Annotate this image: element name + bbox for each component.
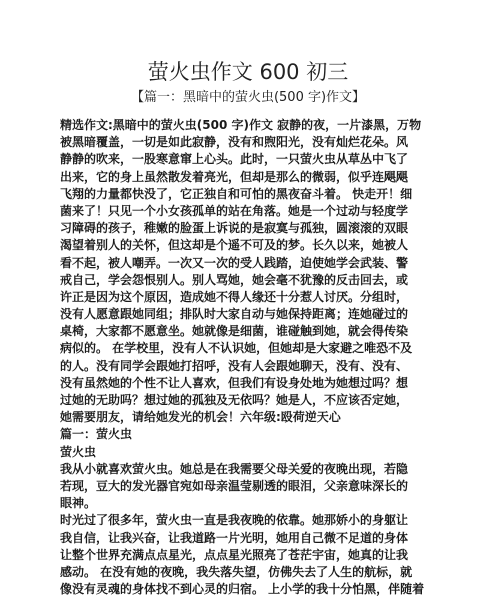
document-subtitle: 【篇一：黑暗中的萤火虫(500 字)作文】 xyxy=(130,90,366,105)
body-line: 习障碍的孩子，稚嫩的脸蛋上诉说的是寂寞与孤独，圆滚滚的双眼 xyxy=(60,221,409,236)
body-line: 她需要朋友，请给她发光的机会！六年级:殴荷逆天心 xyxy=(60,410,341,425)
body-line: 让整个世界充满点点星光，点点星光照亮了苍茫宇宙，她真的让我 xyxy=(60,547,409,562)
body-line: 没有虽然她的个性不让人喜欢，但我们有设身处地为她想过吗？想 xyxy=(60,375,409,390)
body-line: 我自信，让我兴奋，让我道路一片光明，她用自己微不足道的身体 xyxy=(60,530,409,545)
body-line: 渴望着别人的关怀，但这却是个遥不可及的梦。长久以来，她被人 xyxy=(60,238,409,253)
body-line: 桌椅，大家都不愿意坐。她就像是细菌，谁碰触到她，就会得传染 xyxy=(60,324,409,339)
body-line: 萤火虫 xyxy=(60,444,97,459)
body-line: 的人。没有同学会跟她打招呼，没有人会跟她聊天，没有、没有、 xyxy=(60,358,409,373)
document-body xyxy=(60,117,438,598)
body-line: 时光过了很多年，萤火虫一直是我夜晚的依靠。她那娇小的身躯让 xyxy=(60,513,409,528)
body-line: 眼神。 xyxy=(60,496,97,511)
body-line: 若现，豆大的发光器官宛如母亲温莹剔透的眼泪，父亲意味深长的 xyxy=(60,478,409,493)
body-line: 菌来了！只见一个小女孩孤单的站在角落。她是一个过动与轻度学 xyxy=(60,203,409,218)
body-line: 看不起，被人嘲弄。一次又一次的受人践踏，迫使她学会武装、警 xyxy=(60,255,409,270)
body-line: 过她的无助吗？想过她的孤独及无依吗？她是人，不应该否定她， xyxy=(60,393,409,407)
body-line: 感动。 在没有她的夜晚，我失落失望，仿佛失去了人生的航标，就 xyxy=(60,564,413,579)
body-line: 精选作文:黑暗中的萤火虫(500 字)作文 寂静的夜，一片漆黑，万物 xyxy=(60,118,422,132)
body-line: 病似的。 在学校里，没有人不认识她，但她却是大家避之唯恐不及 xyxy=(60,341,413,356)
body-line: 我从小就喜欢萤火虫。她总是在我需要父母关爱的夜晚出现，若隐 xyxy=(60,461,409,476)
body-line: 没有人愿意跟她同组；排队时大家自动与她保持距离；连她碰过的 xyxy=(60,307,409,322)
body-line: 篇一：萤火虫 xyxy=(60,427,133,442)
body-line: 出来，它的身上虽然散发着亮光，但却是那么的微弱，似乎连飓飓 xyxy=(60,169,409,184)
body-line: 戒自己，学会怨恨别人。别人骂她，她会毫不犹豫的反击回去，或 xyxy=(60,272,409,287)
body-line: 静静的吹来，一股寒意窜上心头。此时，一只萤火虫从草丛中飞了 xyxy=(60,152,409,167)
body-line: 许正是因为这个原因，造成她不得人缘还十分惹人讨厌。分组时， xyxy=(60,289,409,304)
body-line: 被黑暗覆盖，一切是如此寂静，没有和煦阳光，没有灿烂花朵。风 xyxy=(60,135,409,150)
document-title: 萤火虫作文 600 初三 xyxy=(147,60,349,84)
body-line: 像没有灵魂的身体找不到心灵的归宿。 上小学的我十分怕黑，伴随着 xyxy=(60,582,425,597)
body-line: 飞翔的力量都快没了，它正独自和可怕的黑夜奋斗着。 快走开！细 xyxy=(60,186,413,201)
